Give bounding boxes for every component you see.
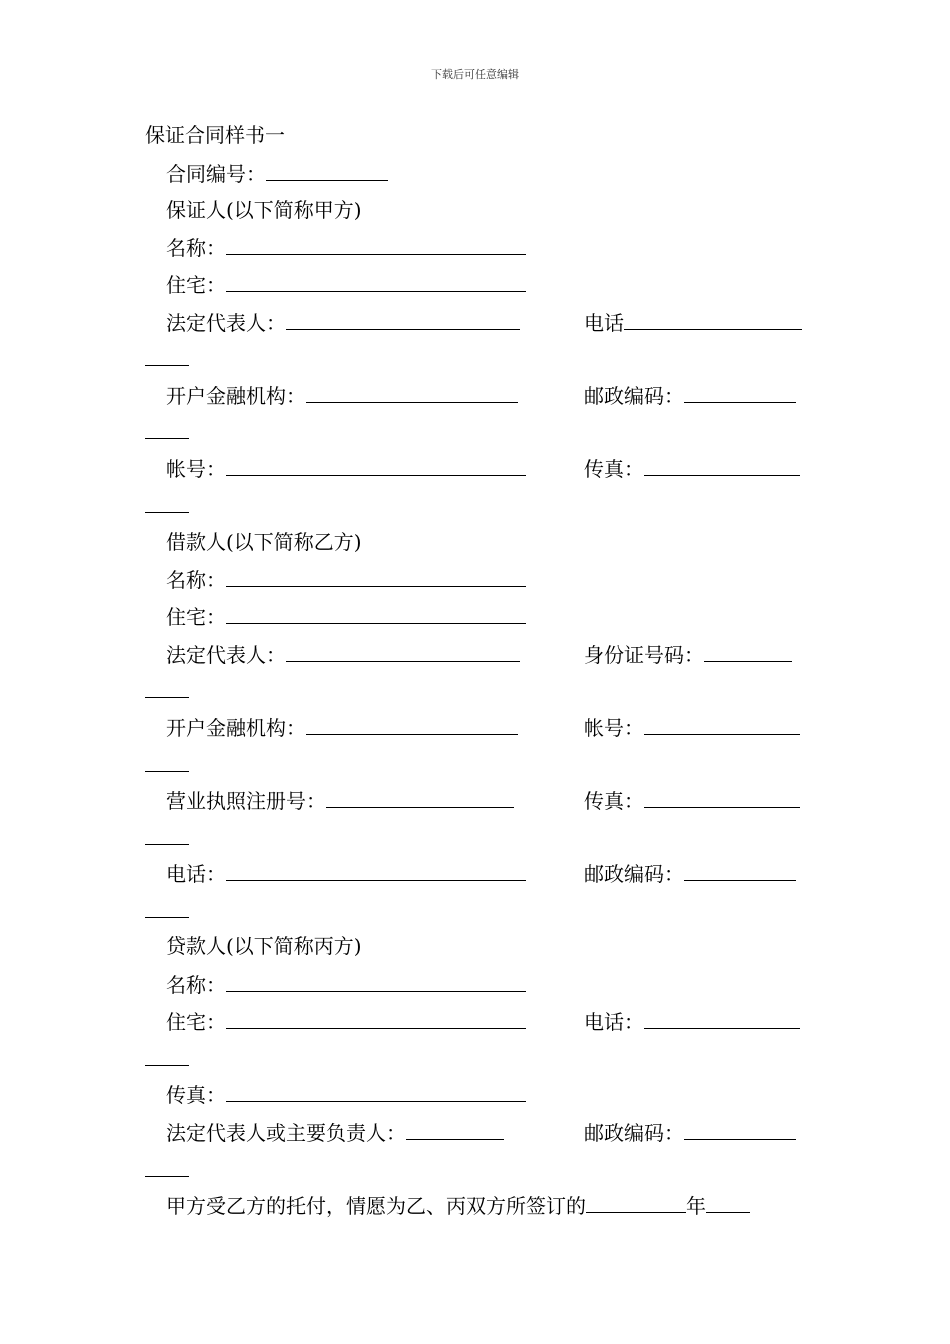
borrower-license-label: 营业执照注册号： bbox=[166, 789, 326, 813]
year-label: 年 bbox=[686, 1194, 706, 1218]
guarantor-fax-label: 传真： bbox=[584, 457, 644, 481]
guarantor-legal-rep-row bbox=[166, 309, 520, 336]
guarantor-account-blank[interactable] bbox=[226, 455, 526, 476]
date-year-blank[interactable] bbox=[586, 1192, 686, 1213]
borrower-legal-rep-label: 法定代表人： bbox=[166, 643, 286, 667]
guarantor-bank-row bbox=[166, 382, 518, 409]
guarantor-bank-blank[interactable] bbox=[306, 382, 518, 403]
guarantor-phone-row bbox=[584, 309, 802, 336]
guarantor-postcode-row bbox=[584, 382, 796, 409]
lender-phone-blank[interactable] bbox=[644, 1008, 800, 1029]
guarantor-fax-row bbox=[584, 455, 800, 482]
borrower-address-row bbox=[166, 603, 526, 630]
lender-postcode-label: 邮政编码： bbox=[584, 1121, 684, 1145]
continuation-line bbox=[145, 365, 189, 366]
continuation-line bbox=[145, 917, 189, 918]
borrower-fax-blank[interactable] bbox=[644, 787, 800, 808]
continuation-line bbox=[145, 1065, 189, 1066]
guarantor-account-row bbox=[166, 455, 526, 482]
borrower-phone-blank[interactable] bbox=[226, 860, 526, 881]
guarantor-address-blank[interactable] bbox=[226, 271, 526, 292]
lender-name-label: 名称： bbox=[166, 973, 226, 997]
borrower-bank-blank[interactable] bbox=[306, 714, 518, 735]
borrower-bank-row bbox=[166, 714, 518, 741]
borrower-postcode-label: 邮政编码： bbox=[584, 862, 684, 886]
borrower-account-row bbox=[584, 714, 800, 741]
lender-address-label: 住宅： bbox=[166, 1010, 226, 1034]
contract-no-row bbox=[166, 160, 388, 187]
borrower-name-label: 名称： bbox=[166, 568, 226, 592]
borrower-id-blank[interactable] bbox=[704, 641, 792, 662]
guarantor-postcode-label: 邮政编码： bbox=[584, 384, 684, 408]
continuation-line bbox=[145, 438, 189, 439]
borrower-name-row bbox=[166, 566, 526, 593]
borrower-bank-label: 开户金融机构： bbox=[166, 716, 306, 740]
continuation-line bbox=[145, 697, 189, 698]
guarantor-legal-rep-blank[interactable] bbox=[286, 309, 520, 330]
borrower-postcode-row bbox=[584, 860, 796, 887]
date-month-blank[interactable] bbox=[706, 1192, 750, 1213]
borrower-postcode-blank[interactable] bbox=[684, 860, 796, 881]
page-header: 下载后可任意编辑 bbox=[431, 68, 519, 81]
guarantor-name-label: 名称： bbox=[166, 236, 226, 260]
lender-rep-blank[interactable] bbox=[406, 1119, 504, 1140]
contract-no-blank[interactable] bbox=[266, 160, 388, 181]
guarantor-address-label: 住宅： bbox=[166, 273, 226, 297]
lender-name-row bbox=[166, 971, 526, 998]
borrower-account-blank[interactable] bbox=[644, 714, 800, 735]
borrower-phone-label: 电话： bbox=[166, 862, 226, 886]
lender-name-blank[interactable] bbox=[226, 971, 526, 992]
lender-rep-row bbox=[166, 1119, 504, 1146]
lender-fax-row bbox=[166, 1081, 526, 1108]
lender-heading: 贷款人(以下简称丙方) bbox=[166, 934, 362, 958]
body-text: 甲方受乙方的托付，情愿为乙、丙双方所签订的 bbox=[166, 1194, 586, 1218]
guarantor-name-blank[interactable] bbox=[226, 234, 526, 255]
lender-fax-label: 传真： bbox=[166, 1083, 226, 1107]
borrower-id-row bbox=[584, 641, 792, 668]
body-paragraph bbox=[166, 1192, 750, 1219]
borrower-legal-rep-blank[interactable] bbox=[286, 641, 520, 662]
lender-rep-label: 法定代表人或主要负责人： bbox=[166, 1121, 406, 1145]
borrower-id-label: 身份证号码： bbox=[584, 643, 704, 667]
guarantor-legal-rep-label: 法定代表人： bbox=[166, 311, 286, 335]
borrower-heading: 借款人(以下简称乙方) bbox=[166, 530, 362, 554]
continuation-line bbox=[145, 771, 189, 772]
lender-phone-label: 电话： bbox=[584, 1010, 644, 1034]
guarantor-postcode-blank[interactable] bbox=[684, 382, 796, 403]
lender-address-row bbox=[166, 1008, 526, 1035]
borrower-phone-row bbox=[166, 860, 526, 887]
guarantor-phone-blank[interactable] bbox=[624, 309, 802, 330]
guarantor-account-label: 帐号： bbox=[166, 457, 226, 481]
borrower-legal-rep-row bbox=[166, 641, 520, 668]
borrower-license-blank[interactable] bbox=[326, 787, 514, 808]
borrower-account-label: 帐号： bbox=[584, 716, 644, 740]
borrower-fax-row bbox=[584, 787, 800, 814]
guarantor-heading: 保证人(以下简称甲方) bbox=[166, 198, 362, 222]
lender-fax-blank[interactable] bbox=[226, 1081, 526, 1102]
continuation-line bbox=[145, 844, 189, 845]
borrower-address-blank[interactable] bbox=[226, 603, 526, 624]
borrower-name-blank[interactable] bbox=[226, 566, 526, 587]
lender-phone-row bbox=[584, 1008, 800, 1035]
borrower-fax-label: 传真： bbox=[584, 789, 644, 813]
borrower-address-label: 住宅： bbox=[166, 605, 226, 629]
continuation-line bbox=[145, 1176, 189, 1177]
borrower-license-row bbox=[166, 787, 514, 814]
lender-postcode-row bbox=[584, 1119, 796, 1146]
document-title: 保证合同样书一 bbox=[145, 123, 285, 147]
contract-no-label: 合同编号： bbox=[166, 162, 266, 186]
lender-postcode-blank[interactable] bbox=[684, 1119, 796, 1140]
guarantor-name-row bbox=[166, 234, 526, 261]
guarantor-address-row bbox=[166, 271, 526, 298]
guarantor-phone-label: 电话 bbox=[584, 311, 624, 335]
lender-address-blank[interactable] bbox=[226, 1008, 526, 1029]
continuation-line bbox=[145, 512, 189, 513]
guarantor-bank-label: 开户金融机构： bbox=[166, 384, 306, 408]
guarantor-fax-blank[interactable] bbox=[644, 455, 800, 476]
